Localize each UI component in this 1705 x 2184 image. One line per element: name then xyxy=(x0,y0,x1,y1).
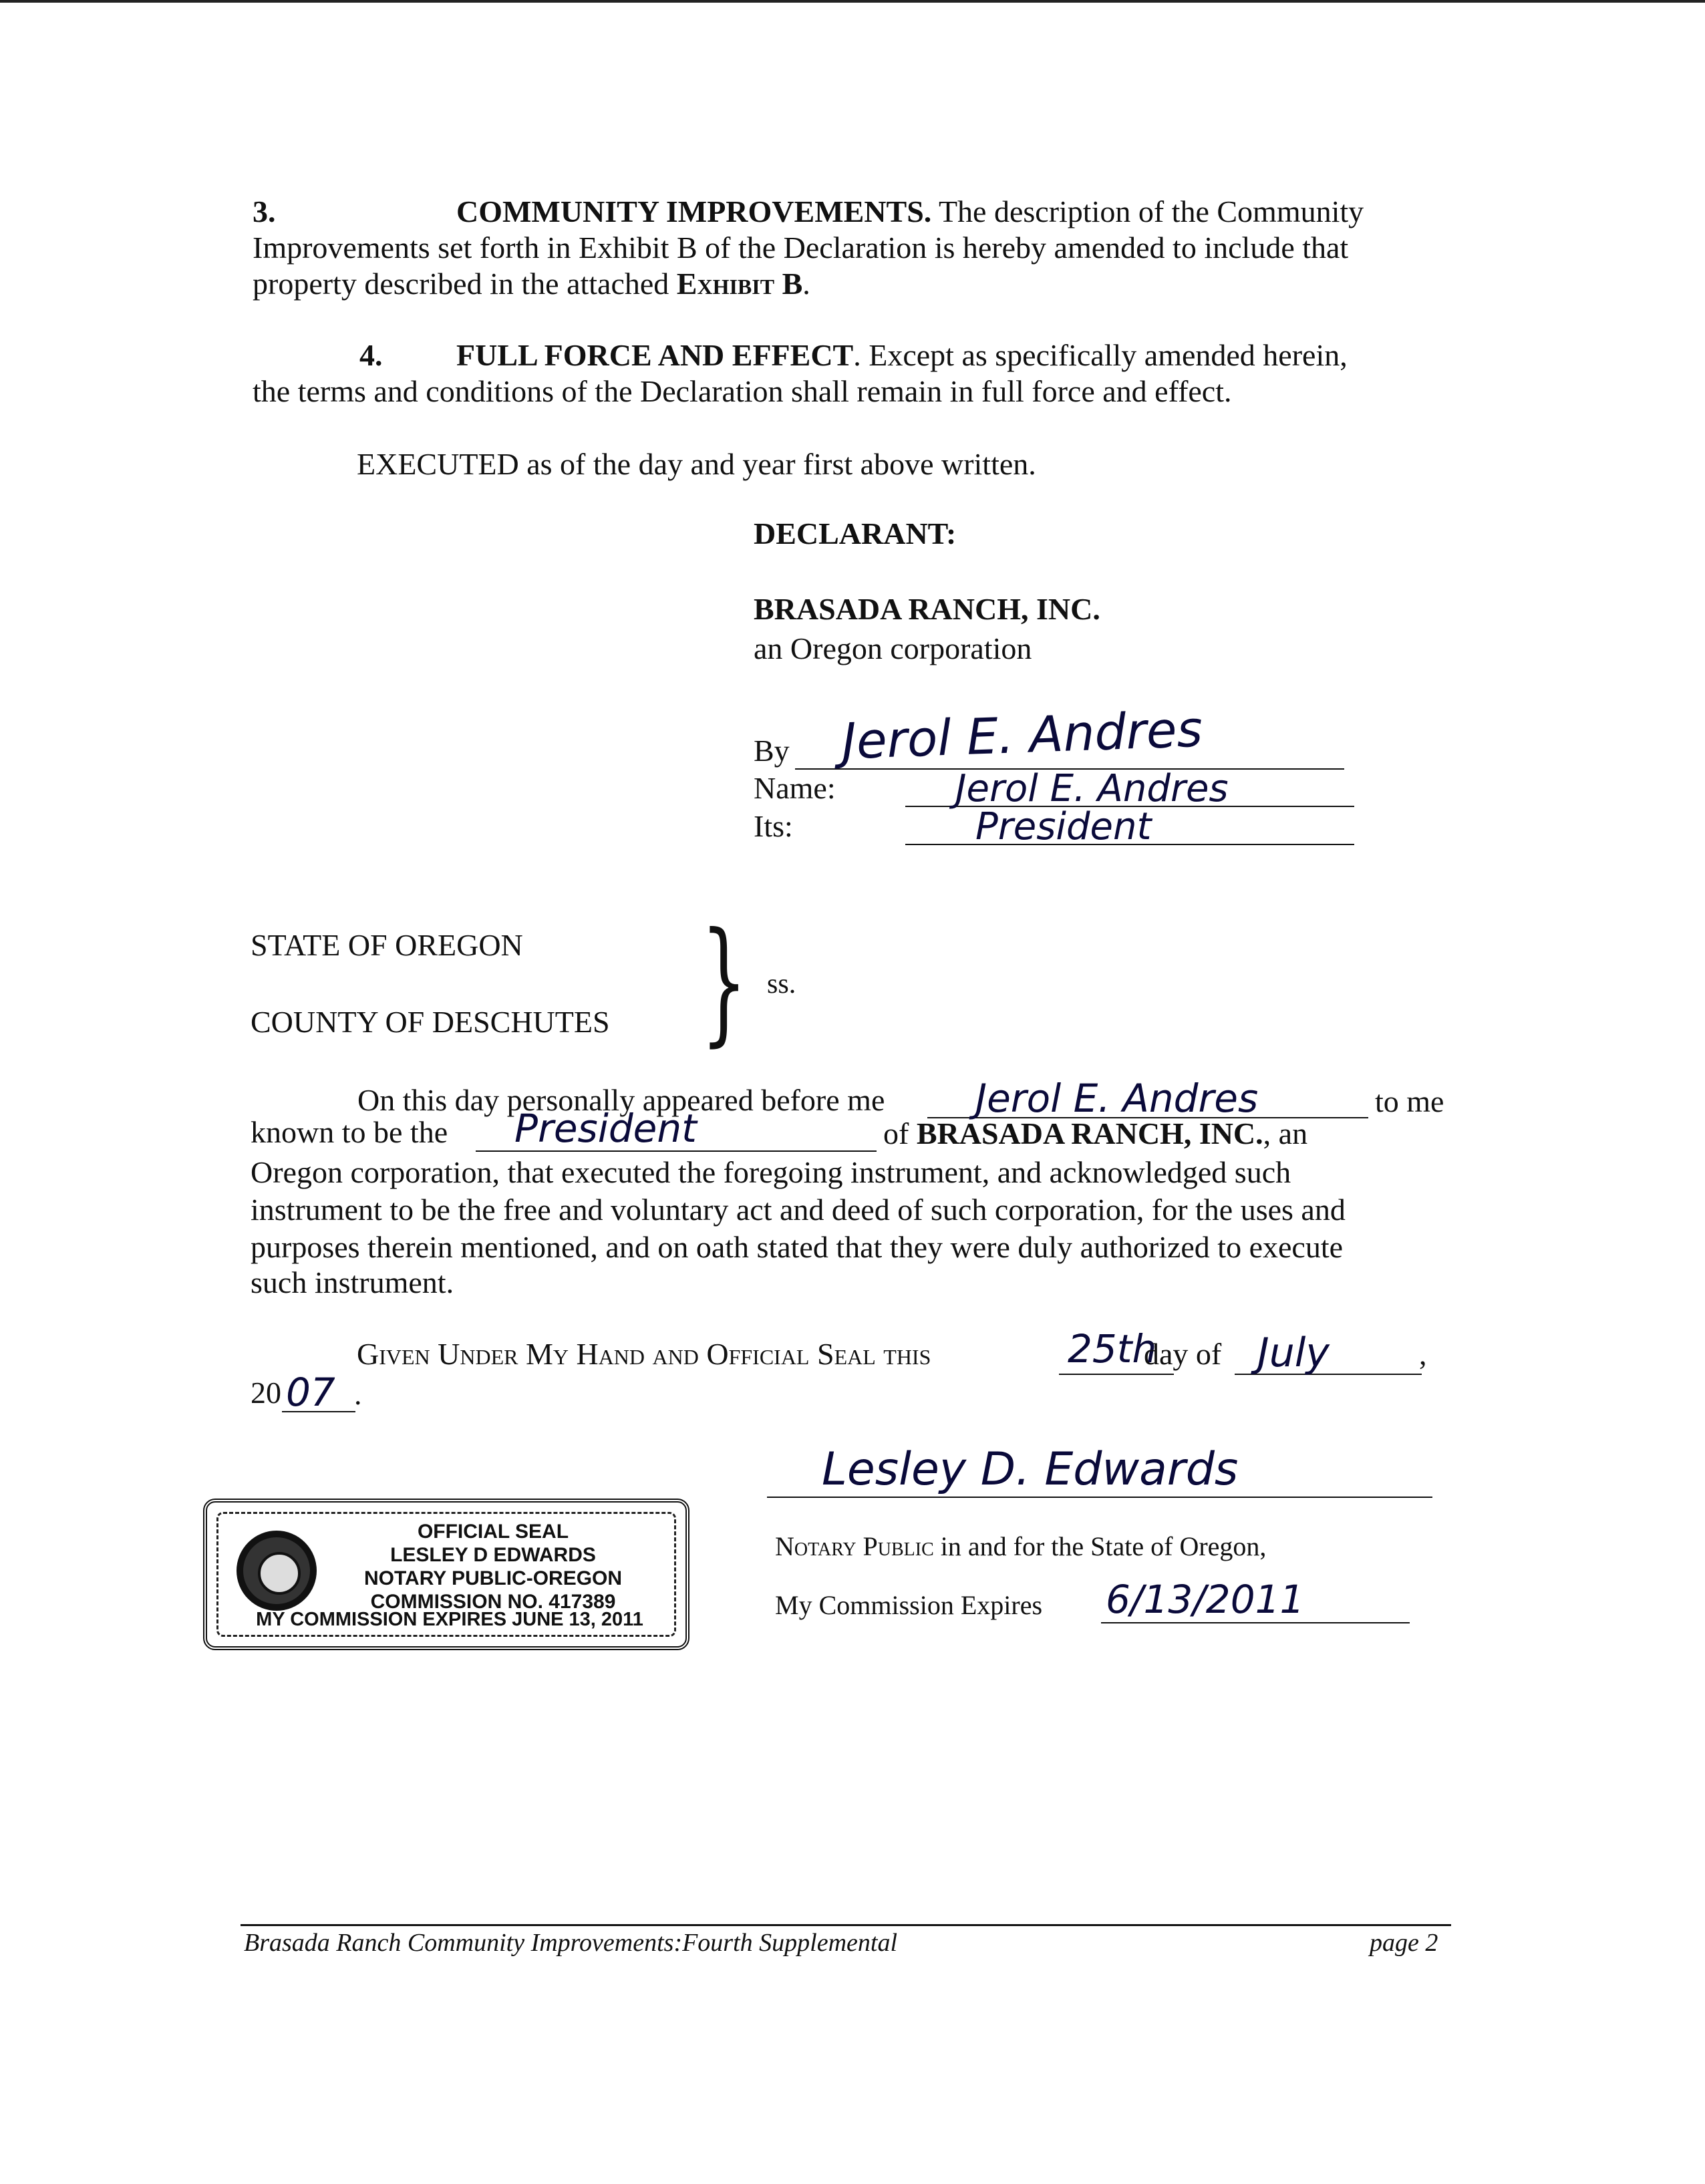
seal-line-1: OFFICIAL SEAL xyxy=(417,1521,569,1543)
declarant-company: BRASADA RANCH, INC. xyxy=(754,592,1100,626)
declarant-signature: Jerol E. Andres xyxy=(840,700,1204,771)
notary-signature: Lesley D. Edwards xyxy=(822,1443,1239,1496)
ack-text-5: purposes therein mentioned, and on oath stated that they were duly authorized to execute xyxy=(251,1230,1344,1264)
oregon-state-seal-icon xyxy=(237,1531,317,1611)
its-label: Its: xyxy=(754,809,793,843)
seal-line-5: MY COMMISSION EXPIRES JUNE 13, 2011 xyxy=(256,1609,643,1630)
section-4-number: 4. xyxy=(359,338,383,372)
day-value: 25th xyxy=(1068,1326,1157,1372)
by-label: By xyxy=(754,734,790,768)
state-label: STATE OF OREGON xyxy=(251,928,523,962)
commission-expires-value: 6/13/2011 xyxy=(1106,1577,1305,1622)
seal-line-3: NOTARY PUBLIC-OREGON xyxy=(363,1567,623,1589)
commission-expires-line xyxy=(1101,1622,1410,1623)
seal-text-block xyxy=(307,1520,679,1613)
page-top-edge xyxy=(0,0,1705,3)
section-4-text-1: . Except as specifically amended herein, xyxy=(853,338,1348,372)
day-line xyxy=(1059,1374,1174,1375)
name-value: Jerol E. Andres xyxy=(955,767,1229,810)
ss-label: ss. xyxy=(767,969,796,999)
title-value: President xyxy=(514,1106,697,1151)
seal-line-2: LESLEY D EDWARDS xyxy=(390,1544,596,1566)
year-value: 07 xyxy=(286,1370,335,1415)
ack-to-me: to me xyxy=(1375,1084,1444,1118)
section-3-heading: COMMUNITY IMPROVEMENTS. xyxy=(456,194,932,228)
ack-text-4: instrument to be the free and voluntary act and deed of such corporation, for the uses and xyxy=(251,1193,1346,1227)
given-comma: , xyxy=(1419,1337,1427,1371)
year-prefix: 20 xyxy=(251,1376,281,1410)
section-4-paragraph xyxy=(253,337,1348,410)
venue-brace: } xyxy=(700,904,748,1060)
ack-an: , an xyxy=(1263,1116,1308,1150)
section-4-text-2: the terms and conditions of the Declaration shall remain in full force and effect. xyxy=(253,374,1232,408)
declarant-description: an Oregon corporation xyxy=(754,631,1032,665)
county-label: COUNTY OF DESCHUTES xyxy=(251,1005,610,1039)
official-seal-stamp xyxy=(203,1499,689,1650)
executed-statement: EXECUTED as of the day and year first above written. xyxy=(357,447,1036,481)
ack-text-1: On this day personally appeared before me xyxy=(357,1083,885,1117)
notary-public-text: in and for the State of Oregon, xyxy=(933,1531,1267,1561)
name-label: Name: xyxy=(754,771,836,805)
given-text: Given Under My Hand and Official Seal this xyxy=(357,1337,931,1371)
ack-text-2: known to be the xyxy=(251,1115,448,1149)
commission-expires-label: My Commission Expires xyxy=(775,1590,1043,1620)
footer-rule xyxy=(241,1924,1451,1926)
its-value: President xyxy=(975,805,1152,848)
section-3-number: 3. xyxy=(253,194,276,228)
notary-signature-line xyxy=(767,1497,1432,1498)
ack-of: of xyxy=(883,1116,917,1150)
section-3-paragraph xyxy=(253,194,1364,302)
section-4-heading: FULL FORCE AND EFFECT xyxy=(456,338,854,372)
seal-line-4: COMMISSION NO. 417389 xyxy=(370,1591,616,1613)
section-3-text-1: The description of the Community xyxy=(931,194,1364,228)
section-3-period: . xyxy=(802,267,810,301)
footer-page-number: page 2 xyxy=(1370,1929,1438,1957)
section-3-text-2: Improvements set forth in Exhibit B of the Declaration is hereby amended to include that xyxy=(253,230,1349,265)
ack-text-6: such instrument. xyxy=(251,1265,454,1299)
ack-company: BRASADA RANCH, INC. xyxy=(916,1116,1263,1150)
exhibit-b-reference: Exhibit B xyxy=(676,267,803,301)
section-3-text-3: property described in the attached xyxy=(253,267,677,301)
ack-text-3: Oregon corporation, that executed the foregoing instrument, and acknowledged such xyxy=(251,1155,1291,1189)
day-of-text: day of xyxy=(1144,1337,1222,1371)
month-value: July xyxy=(1257,1330,1330,1376)
footer-title: Brasada Ranch Community Improvements:Fourth Supplemental xyxy=(244,1929,897,1957)
appeared-name-value: Jerol E. Andres xyxy=(975,1076,1259,1121)
declarant-label: DECLARANT: xyxy=(754,516,957,551)
notary-public-label: Notary Public xyxy=(775,1531,934,1561)
year-period: . xyxy=(354,1377,362,1411)
